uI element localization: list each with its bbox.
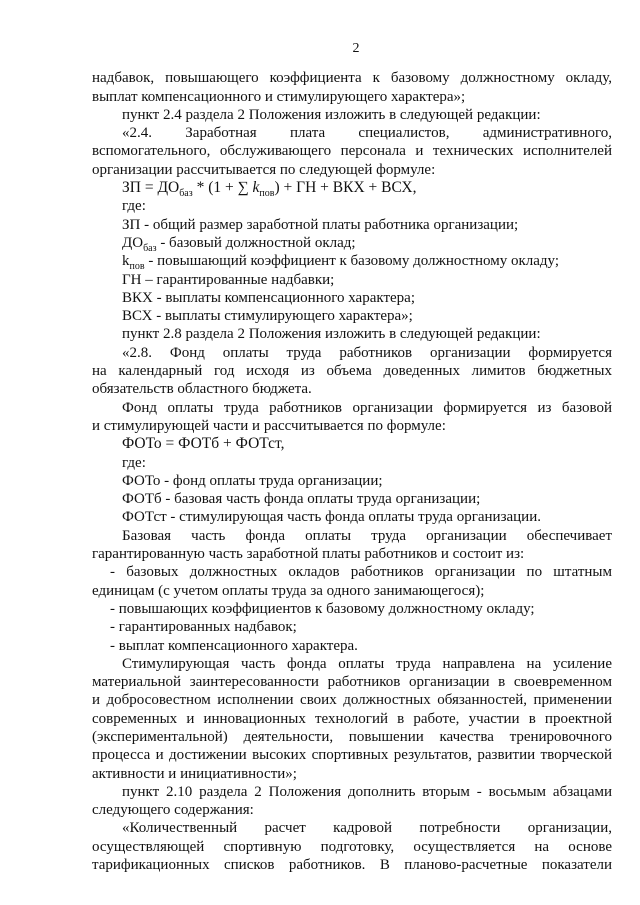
- definition-line: ФОТо - фонд оплаты труда организации;: [122, 472, 383, 489]
- formula-part: * (1 + ∑: [192, 179, 253, 197]
- text-line: надбавок, повышающего коэффициента к базовому должностному окладу,: [92, 70, 612, 87]
- text-line: Фонд оплаты труда работников организации формируется из базовой: [122, 399, 612, 416]
- fund-formula: ФОТо = ФОТб + ФОТст,: [122, 435, 285, 453]
- list-item: - повышающих коэффициентов к базовому должностному окладу;: [110, 600, 535, 617]
- definition-text: - повышающий коэффициент к базовому должностному окладу;: [144, 253, 560, 270]
- formula-subscript: баз: [179, 188, 193, 200]
- text-line: пункт 2.4 раздела 2 Положения изложить в следующей редакции:: [122, 106, 541, 123]
- text-line: современных и инновационных технологий в работе, участии в проектной: [92, 710, 612, 727]
- definition-line: [92, 252, 612, 273]
- list-item: - выплат компенсационного характера.: [110, 637, 358, 654]
- formula-subscript: пов: [259, 188, 275, 200]
- text-line: Стимулирующая часть фонда оплаты труда направлена на усиление: [122, 655, 612, 672]
- page-number: 2: [352, 41, 360, 56]
- salary-formula: [92, 179, 612, 200]
- definition-subscript: пов: [129, 261, 145, 273]
- formula-part: k: [252, 179, 260, 197]
- definition-line: ВКХ - выплаты компенсационного характера;: [122, 289, 415, 306]
- text-line: на календарный год исходя из объема доведенных лимитов бюджетных: [92, 363, 612, 380]
- definition-line: ГН – гарантированные надбавки;: [122, 271, 335, 288]
- definition-line: ВСХ - выплаты стимулирующего характера»;: [122, 308, 413, 325]
- text-line: выплат компенсационного и стимулирующего характера»;: [92, 88, 466, 105]
- text-line: материальной заинтересованности работников организации в своевременном: [92, 674, 612, 691]
- definition-line: ФОТб - базовая часть фонда оплаты труда организации;: [122, 491, 481, 508]
- text-line: «2.8. Фонд оплаты труда работников организации формируется: [122, 344, 612, 361]
- text-line: гарантированную часть заработной платы работников и состоит из:: [92, 546, 525, 563]
- definition-line: [92, 234, 612, 252]
- text-line: организации рассчитывается по следующей формуле:: [92, 161, 436, 178]
- text-line: где:: [122, 198, 146, 215]
- formula-part: ЗП = ДО: [122, 179, 180, 197]
- text-line: тарификационных списков работников. В планово-расчетные показатели: [92, 857, 612, 874]
- definition-text: - базовый должностной оклад;: [156, 234, 356, 251]
- text-line: «2.4. Заработная плата специалистов, административного,: [122, 125, 612, 142]
- text-line: где:: [122, 454, 146, 471]
- text-line: (экспериментальной) деятельности, повышении качества тренировочного: [92, 728, 612, 745]
- definition-line: ЗП - общий размер заработной платы работника организации;: [122, 216, 519, 233]
- text-line: следующего содержания:: [92, 802, 254, 819]
- text-line: осуществляющей спортивную подготовку, осуществляется на основе: [92, 838, 612, 855]
- text-line: активности и инициативности»;: [92, 765, 297, 782]
- definition-term: k: [122, 253, 130, 270]
- text-line: процесса и достижении высоких спортивных результатов, развитии творческой: [92, 747, 612, 764]
- text-line: и добросовестном исполнении своих должностных обязанностей, применении: [92, 692, 612, 709]
- text-line: «Количественный расчет кадровой потребности организации,: [122, 820, 612, 837]
- list-item: - базовых должностных окладов работников организации по штатным: [110, 564, 612, 581]
- list-item: - гарантированных надбавок;: [110, 619, 297, 636]
- text-line: Базовая часть фонда оплаты труда организации обеспечивает: [122, 527, 612, 544]
- definition-line: ФОТст - стимулирующая часть фонда оплаты труда организации.: [122, 509, 541, 526]
- text-line: пункт 2.10 раздела 2 Положения дополнить вторым - восьмым абзацами: [122, 783, 612, 800]
- text-line: единицам (с учетом оплаты труда за одного занимающегося);: [92, 582, 485, 599]
- text-line: вспомогательного, обслуживающего персонала и технических исполнителей: [92, 143, 612, 160]
- definition-term: ДО: [122, 234, 144, 251]
- text-line: обязательств областного бюджета.: [92, 381, 312, 398]
- definition-subscript: баз: [143, 242, 157, 254]
- text-line: и стимулирующей части и рассчитывается по формуле:: [92, 417, 446, 434]
- formula-part: ) + ГН + ВКХ + ВСХ,: [274, 179, 417, 197]
- text-line: пункт 2.8 раздела 2 Положения изложить в следующей редакции:: [122, 326, 541, 343]
